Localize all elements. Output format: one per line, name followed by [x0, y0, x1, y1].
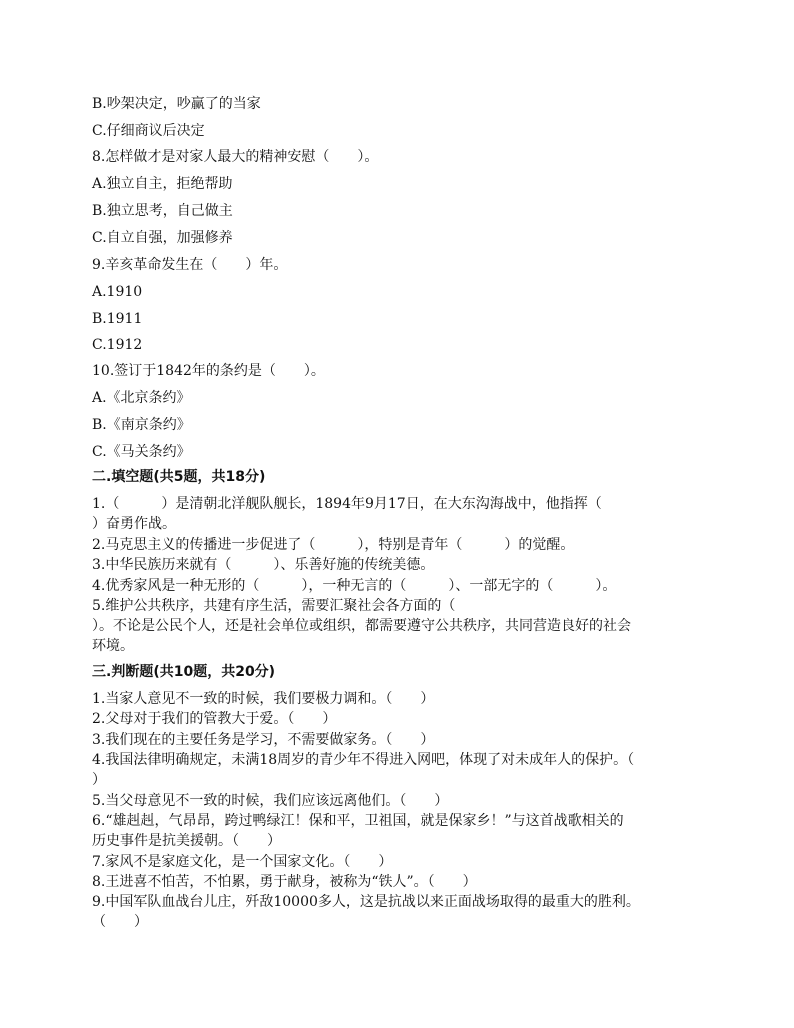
- fill-question-4: 4.优秀家风是一种无形的（ ），一种无言的（ ）、一部无字的（ ）。: [92, 578, 617, 594]
- q8-option-b: B.独立思考，自己做主: [92, 203, 233, 219]
- q9-option-a: A.1910: [92, 284, 143, 300]
- q9-option-c: C.1912: [92, 337, 143, 353]
- judge-question-9-line1: 9.中国军队血战台儿庄，歼敌10000多人，这是抗战以来正面战场取得的最重大的胜利。: [92, 894, 640, 910]
- judge-question-4-line1: 4.我国法律明确规定，未满18周岁的青少年不得进入网吧，体现了对未成年人的保护。（: [92, 752, 635, 768]
- fill-question-1-line1: 1.（ ）是清朝北洋舰队舰长，1894年9月17日，在大东沟海战中，他指挥（: [92, 496, 602, 512]
- question-8: 8.怎样做才是对家人最大的精神安慰（ ）。: [92, 149, 379, 165]
- judge-question-6-line1: 6.“雄赳赳，气昂昂，跨过鸭绿江！保和平，卫祖国，就是保家乡！”与这首战歌相关的: [92, 813, 624, 829]
- q7-option-b: B.吵架决定，吵赢了的当家: [92, 96, 261, 112]
- judge-question-7: 7.家风不是家庭文化，是一个国家文化。（ ）: [92, 854, 393, 870]
- fill-question-5-line3: 环境。: [92, 638, 134, 654]
- q8-option-a: A.独立自主，拒绝帮助: [92, 176, 233, 192]
- judge-question-9-line2: （ ）: [92, 914, 148, 930]
- q10-option-a: A.《北京条约》: [92, 390, 191, 406]
- judge-question-3: 3.我们现在的主要任务是学习，不需要做家务。（ ）: [92, 732, 435, 748]
- section-heading-true-false: 三.判断题(共10题，共20分): [92, 664, 276, 680]
- q10-option-b: B.《南京条约》: [92, 417, 191, 433]
- section-heading-fill-blank: 二.填空题(共5题，共18分): [92, 469, 266, 485]
- judge-question-8: 8.王进喜不怕苦，不怕累，勇于献身，被称为“铁人”。（ ）: [92, 874, 477, 890]
- fill-question-5-line2: ）。不论是公民个人，还是社会单位或组织，都需要遵守公共秩序，共同营造良好的社会: [92, 618, 631, 634]
- fill-question-2: 2.马克思主义的传播进一步促进了（ ），特别是青年（ ）的觉醒。: [92, 537, 575, 553]
- question-9: 9.辛亥革命发生在（ ）年。: [92, 257, 288, 273]
- q7-option-c: C.仔细商议后决定: [92, 123, 205, 139]
- fill-question-1-line2: ）奋勇作战。: [92, 516, 176, 532]
- judge-question-4-line2: ）: [92, 772, 106, 788]
- q10-option-c: C.《马关条约》: [92, 444, 191, 460]
- question-10: 10.签订于1842年的条约是（ ）。: [92, 363, 325, 379]
- judge-question-1: 1.当家人意见不一致的时候，我们要极力调和。（ ）: [92, 691, 435, 707]
- q8-option-c: C.自立自强，加强修养: [92, 230, 233, 246]
- judge-question-5: 5.当父母意见不一致的时候，我们应该远离他们。（ ）: [92, 793, 449, 809]
- fill-question-3: 3.中华民族历来就有（ ）、乐善好施的传统美德。: [92, 557, 435, 573]
- q9-option-b: B.1911: [92, 311, 143, 327]
- judge-question-2: 2.父母对于我们的管教大于爱。（ ）: [92, 711, 337, 727]
- fill-question-5-line1: 5.维护公共秩序，共建有序生活，需要汇聚社会各方面的（: [92, 598, 456, 614]
- judge-question-6-line2: 历史事件是抗美援朝。（ ）: [92, 833, 281, 849]
